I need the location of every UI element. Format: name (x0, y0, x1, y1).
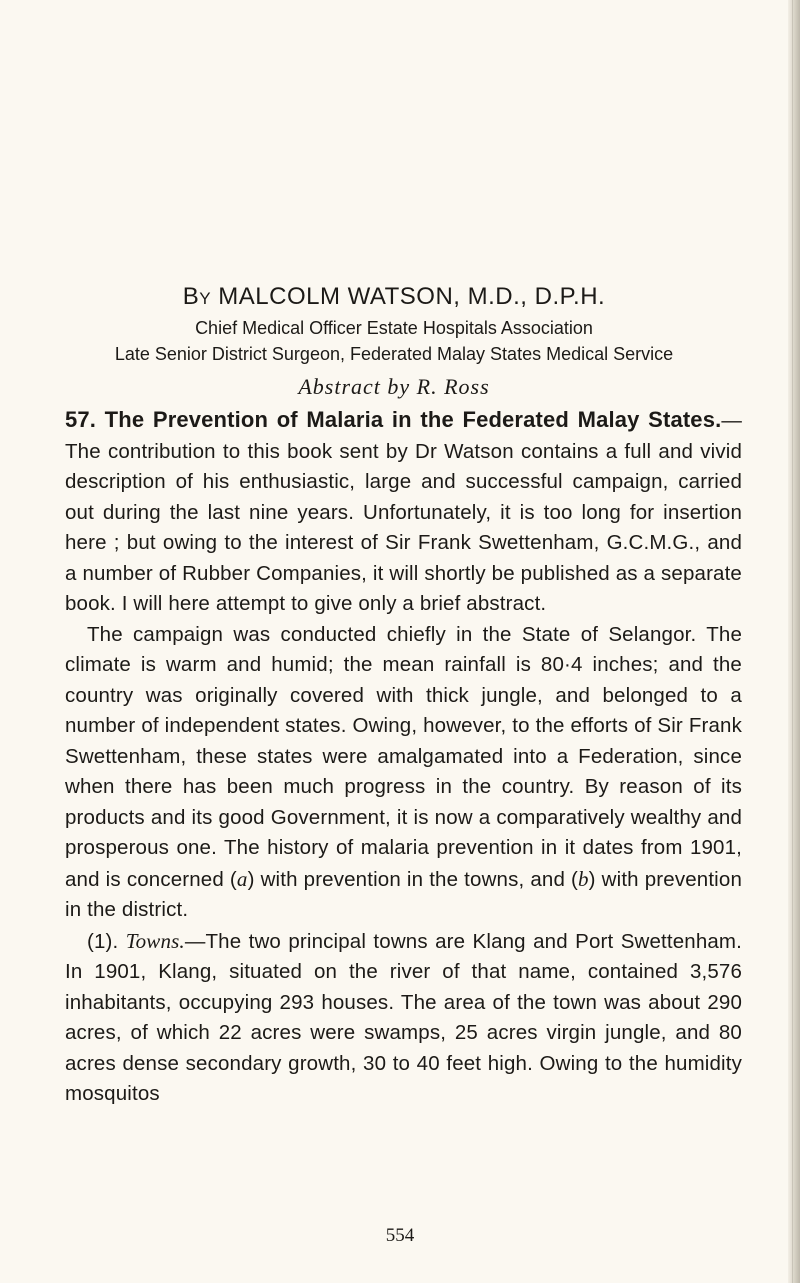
paragraph-3-lead: (1). (87, 929, 126, 953)
paragraph-3-text: —The two principal towns are Klang and Port Swettenham. In 1901, Klang, situated on the river of that name, contained 3,576 inhabitants, occupying 293 houses. The area of the town was about 290 acres, of which 22 acres were swamps, 25 acres virgin jungle, and 80 acres dense secondary growth, 30 to 40 feet high. Owing to the humidity mosquitos (65, 929, 742, 1105)
by-prefix: By (182, 283, 212, 310)
paragraph-1 (65, 405, 742, 620)
abstract-attribution: Abstract by R. Ross (298, 374, 490, 399)
paragraph-2-text-c: ) with prevention in the district. (65, 867, 742, 921)
section-heading: 57. The Prevention of Malaria in the Federated Malay States. (65, 407, 722, 432)
author-byline (0, 282, 788, 312)
marker-b: b (578, 866, 589, 891)
paragraph-3 (65, 926, 742, 1110)
paragraph-2-text-b: ) with prevention in the towns, and ( (247, 867, 579, 891)
paragraph-1-text: —The contribution to this book sent by Dr Watson contains a full and vivid description of his enthusiastic, large and successful campaign, carried out during the last nine years. Unfortunately, it is too long for insertion here ; but owing to the interest of Sir Frank Swettenham, G.C.M.G., and a number of Rubber Companies, it will shortly be published as a separate book. I will here attempt to give only a brief abstract. (65, 409, 742, 615)
author-credit-2: Late Senior District Surgeon, Federated Malay States Medical Service (114, 344, 674, 364)
paragraph-2 (65, 620, 742, 926)
page-number: 554 (385, 1225, 415, 1246)
marker-a: a (236, 866, 248, 891)
author-credit-1: Chief Medical Officer Estate Hospitals Association (195, 318, 593, 338)
author-name: MALCOLM WATSON, M.D., D.P.H. (218, 283, 606, 310)
paragraph-2-text-a: The campaign was conducted chiefly in the State of Selangor. The climate is warm and humid; the mean rainfall is 80·4 inches; and the country was originally covered with thick jungle, and belonged to a number of independent states. Owing, however, to the efforts of Sir Frank Swettenham, these states were amalgamated into a Federation, since when there has been much progress in the country. By reason of its products and its good Government, it is now a comparatively wealthy and prosperous one. The history of malaria prevention in it dates from 1901, and is concerned ( (65, 622, 742, 891)
page-edge (788, 0, 800, 1283)
article-body (65, 405, 742, 1110)
towns-subheading: Towns. (125, 928, 185, 953)
